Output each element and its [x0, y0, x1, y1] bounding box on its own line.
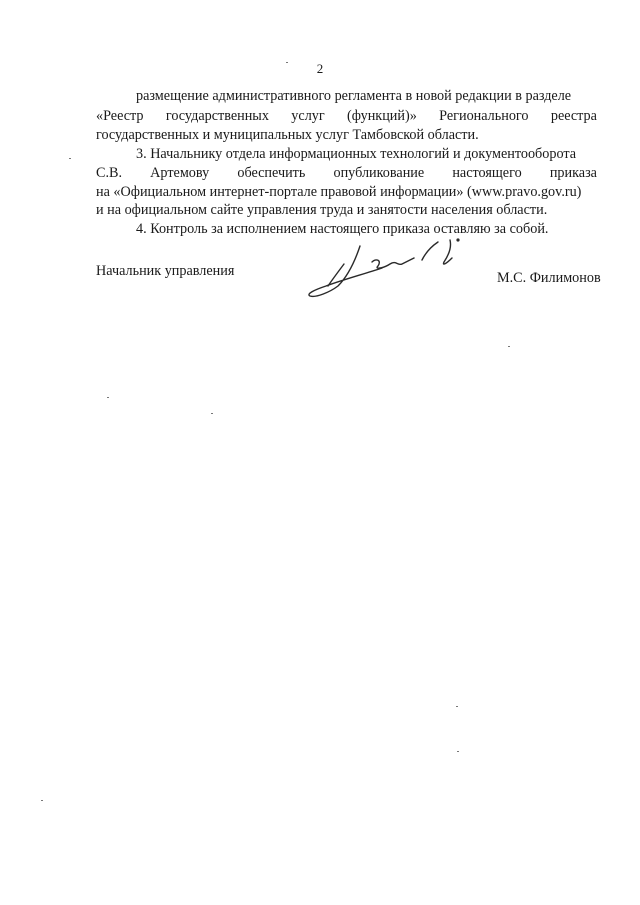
text-segment: обеспечить — [237, 165, 306, 181]
text-segment: размещение административного регламента в новой редакции в разделе — [136, 88, 572, 104]
paragraph-line — [96, 200, 547, 220]
page-number: 2 — [316, 61, 324, 76]
text-segment: 4. Контроль за исполнением настоящего приказа оставляю за собой. — [136, 221, 549, 237]
scan-speck — [456, 706, 458, 707]
text-segment: услуг — [291, 108, 325, 124]
text-segment: 3. Начальнику отдела информационных технологий и документооборота — [136, 146, 577, 162]
text-segment: на «Официальном интернет-портале правовой информации» (www.pravo.gov.ru) — [96, 184, 582, 200]
text-segment: опубликование — [333, 165, 425, 181]
paragraph-line — [136, 86, 597, 106]
scan-speck — [69, 158, 71, 159]
text-segment: государственных — [165, 108, 269, 124]
scan-speck — [457, 751, 459, 752]
text-segment: Регионального — [439, 108, 529, 124]
scan-speck — [286, 62, 288, 63]
scan-speck — [211, 413, 213, 414]
text-segment: настоящего — [452, 165, 522, 181]
signatory-name: М.С. Филимонов — [497, 270, 601, 286]
text-segment: государственных и муниципальных услуг Тамбовской области. — [96, 127, 479, 143]
text-segment: Артемову — [150, 165, 210, 181]
paragraph-line — [96, 106, 597, 126]
text-segment: реестра — [550, 108, 597, 124]
text-segment: и на официальном сайте управления труда и занятости населения области. — [96, 202, 548, 218]
text-segment: «Реестр — [96, 108, 144, 124]
paragraph-line — [96, 163, 597, 183]
scan-speck — [508, 346, 510, 347]
scan-speck — [107, 397, 109, 398]
text-segment: (функций)» — [347, 108, 417, 124]
scan-speck — [41, 800, 43, 801]
handwritten-signature — [302, 234, 472, 314]
text-segment: приказа — [549, 165, 597, 181]
paragraph-line — [96, 182, 581, 202]
signatory-title: Начальник управления — [96, 263, 235, 279]
paragraph-line — [136, 144, 597, 164]
text-segment: С.В. — [96, 165, 123, 181]
paragraph-line — [96, 125, 479, 145]
